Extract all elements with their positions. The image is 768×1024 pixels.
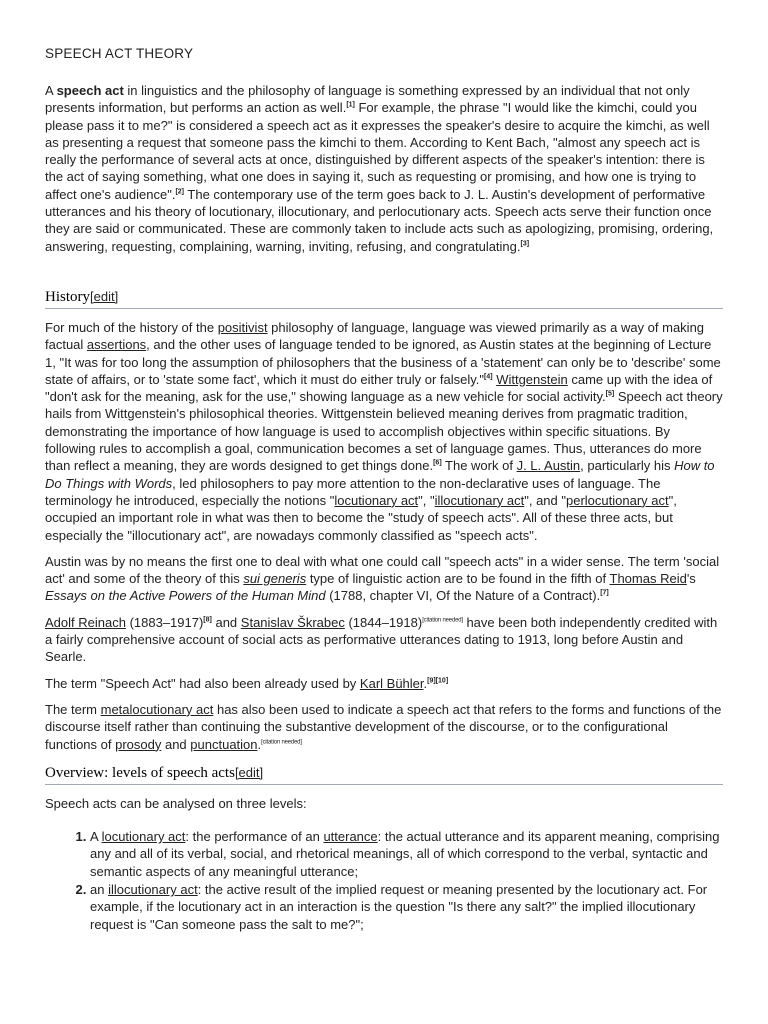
citation-needed[interactable]: [citation needed] — [261, 739, 302, 746]
text-run: : the actual utterance and its apparent meaning, comprising any and all of its verbal, social, and rhetorical meanings, all of which correspond to the verbal, syntactic and semantic aspects of any meaningful utterance; — [90, 829, 720, 879]
link-illocutionary-act[interactable]: illocutionary act — [108, 881, 198, 897]
ref-1[interactable]: [1] — [346, 101, 355, 109]
link-stanislav-skrabec[interactable]: Stanislav Škrabec — [240, 614, 345, 630]
citation-needed[interactable]: [citation needed] — [422, 617, 463, 624]
text-run: came up with the idea of "don't ask for the meaning, ask for the use," showing language as a new vehicle for social activity. — [45, 371, 713, 405]
overview-heading — [45, 763, 723, 785]
ref-10[interactable]: [10] — [435, 677, 449, 685]
link-locutionary-act[interactable]: locutionary act — [101, 829, 186, 845]
text-run: have been both independently credited with a fairly comprehensive account of social acts as performative utterances dating to 1913, long before Austin and Searle. — [45, 614, 718, 665]
text-run: and — [161, 736, 191, 752]
intro-paragraph — [45, 82, 723, 255]
history-paragraph-5 — [45, 701, 723, 753]
link-thomas-reid[interactable]: Thomas Reid — [609, 571, 687, 587]
history-heading — [45, 287, 723, 309]
link-locutionary-act[interactable]: locutionary act — [334, 492, 419, 508]
text-run: For much of the history of the — [45, 319, 218, 335]
text-run: Austin was by no means the first one to deal with what one could call "speech acts" in a wider sense. The term 'social act' and some of the theory of this — [45, 553, 720, 587]
history-edit-link[interactable]: [edit] — [90, 288, 119, 304]
text-run: The term "Speech Act" had also been already used by — [45, 675, 360, 691]
text-run: in linguistics and the philosophy of language is something expressed by an individual that not only presents information, but performs an action as well. — [45, 83, 690, 116]
link-positivist[interactable]: positivist — [217, 319, 268, 335]
essays-title: Essays on the Active Powers of the Human Mind — [45, 588, 326, 604]
text-run: (1788, chapter VI, Of the Nature of a Contract). — [325, 588, 601, 604]
link-prosody[interactable]: prosody — [115, 736, 162, 752]
ref-2[interactable]: [2] — [175, 188, 185, 196]
text-run: , led philosophers to pay more attention to the non-declarative uses of language. The terminology he introduced, especially the notions " — [45, 475, 661, 508]
text-run: : the active result of the implied request or meaning presented by the locutionary act. For example, if the locutionary act in an interaction is the question "Is there any salt?" the implied illocutionary request is "Can someone pass the salt to me?"; — [90, 881, 708, 932]
text-run: ", and " — [524, 492, 566, 508]
list-item — [90, 828, 723, 880]
book-title: How to Do Things with Words — [45, 458, 715, 491]
link-assertions[interactable]: assertions — [86, 337, 147, 353]
text-run: an — [90, 881, 109, 897]
history-paragraph-3 — [45, 614, 723, 666]
link-punctuation[interactable]: punctuation — [190, 736, 258, 752]
link-metalocutionary-act[interactable]: metalocutionary act — [100, 701, 214, 717]
text-run: ", " — [418, 492, 435, 508]
text-run: (1844–1918) — [344, 614, 423, 630]
link-utterance[interactable]: utterance — [323, 829, 378, 845]
text-run: ", occupied an important role in what was then to become the "study of speech acts". All of these three acts, but especially the "illocutionary act", are nowadays commonly classified as "speech acts". — [45, 492, 677, 543]
history-heading-text: History — [45, 288, 90, 305]
ref-6[interactable]: [6] — [433, 460, 442, 468]
ref-9[interactable]: [9] — [427, 677, 436, 685]
ref-8[interactable]: [8] — [203, 616, 212, 624]
link-illocutionary-act[interactable]: illocutionary act — [434, 492, 525, 508]
text-run: , and the other uses of language tended to be ignored, as Austin states at the beginning of Lecture 1, "It was for too long the assumption of philosophers that the business of a 'statement' can only be to 'describe' some state of affairs, or to 'state some fact', which it must do either truly or falsely." — [45, 337, 721, 387]
text-run: A — [90, 829, 102, 845]
term-speech-act: speech act — [56, 83, 124, 98]
overview-edit-link[interactable]: [edit] — [234, 764, 264, 780]
list-item — [90, 881, 723, 933]
text-run: , particularly his — [580, 458, 675, 474]
text-run: type of linguistic action are to be found in the fifth of — [306, 571, 610, 587]
text-run: : the performance of an — [185, 829, 324, 845]
ref-7[interactable]: [7] — [600, 590, 609, 598]
link-sui-generis[interactable]: sui generis — [243, 571, 307, 587]
text-run: . — [257, 736, 262, 752]
ref-4[interactable]: [4] — [484, 373, 493, 381]
overview-heading-text: Overview: levels of speech acts — [45, 764, 235, 781]
text-run: philosophy of language, language was viewed primarily as a way of making factual — [45, 319, 705, 353]
ref-5[interactable]: [5] — [605, 390, 615, 398]
text-run: For example, the phrase "I would like the kimchi, could you please pass it to me?" is considered a speech act as it expresses the speaker's desire to acquire the kimchi, as well as presenting a request that someone pass the kimchi to them. According to Kent Bach, "almost any speech act is really the performance of several acts at once, distinguished by different aspects of the speaker's intention: there is the act of saying something, what one does in saying it, such as requesting or promising, and how one is trying to affect one's audience". — [45, 100, 710, 202]
link-adolf-reinach[interactable]: Adolf Reinach — [45, 614, 126, 630]
history-paragraph-1 — [45, 319, 723, 544]
link-karl-buhler[interactable]: Karl Bühler — [359, 675, 424, 691]
text-run: A — [45, 83, 57, 98]
text-run: The contemporary use of the term goes back to J. L. Austin's development of performative utterances and his theory of locutionary, illocutionary, and perlocutionary acts. Speech acts serve their function once they are said or communicated. These are commonly taken to include acts such as apologizing, promising, ordering, answering, requesting, complaining, warning, inviting, refusing, and congratulating. — [45, 186, 714, 254]
overview-lead: Speech acts can be analysed on three levels: — [45, 795, 307, 811]
text-run: The work of — [441, 458, 517, 474]
text-run: Speech act theory hails from Wittgenstein's philosophical theories. Wittgenstein believed meaning derives from pragmatic tradition, demonstrating the importance of how language is used to accomplish objectives within specific situations. By following rules to accomplish a goal, communication becomes a set of language games. Thus, utterances do more than reflect a meaning, they are words designed to get things done. — [45, 389, 723, 474]
text-run: has also been used to indicate a speech act that refers to the forms and functions of the discourse itself rather than continuing the substantive development of the discourse, or to the configurational functions of — [45, 701, 722, 752]
history-paragraph-4 — [45, 675, 723, 692]
link-perlocutionary-act[interactable]: perlocutionary act — [566, 492, 669, 508]
text-run: . — [423, 675, 428, 691]
levels-list — [45, 828, 723, 933]
text-run: and — [211, 614, 241, 630]
link-wittgenstein[interactable]: Wittgenstein — [496, 371, 568, 387]
text-run: (1883–1917) — [125, 614, 204, 630]
text-run: The term — [45, 701, 101, 717]
document-title: SPEECH ACT THEORY — [45, 46, 194, 61]
link-jl-austin[interactable]: J. L. Austin — [516, 458, 581, 474]
history-paragraph-2 — [45, 553, 723, 605]
text-run: 's — [686, 571, 696, 587]
ref-3[interactable]: [3] — [520, 240, 530, 248]
